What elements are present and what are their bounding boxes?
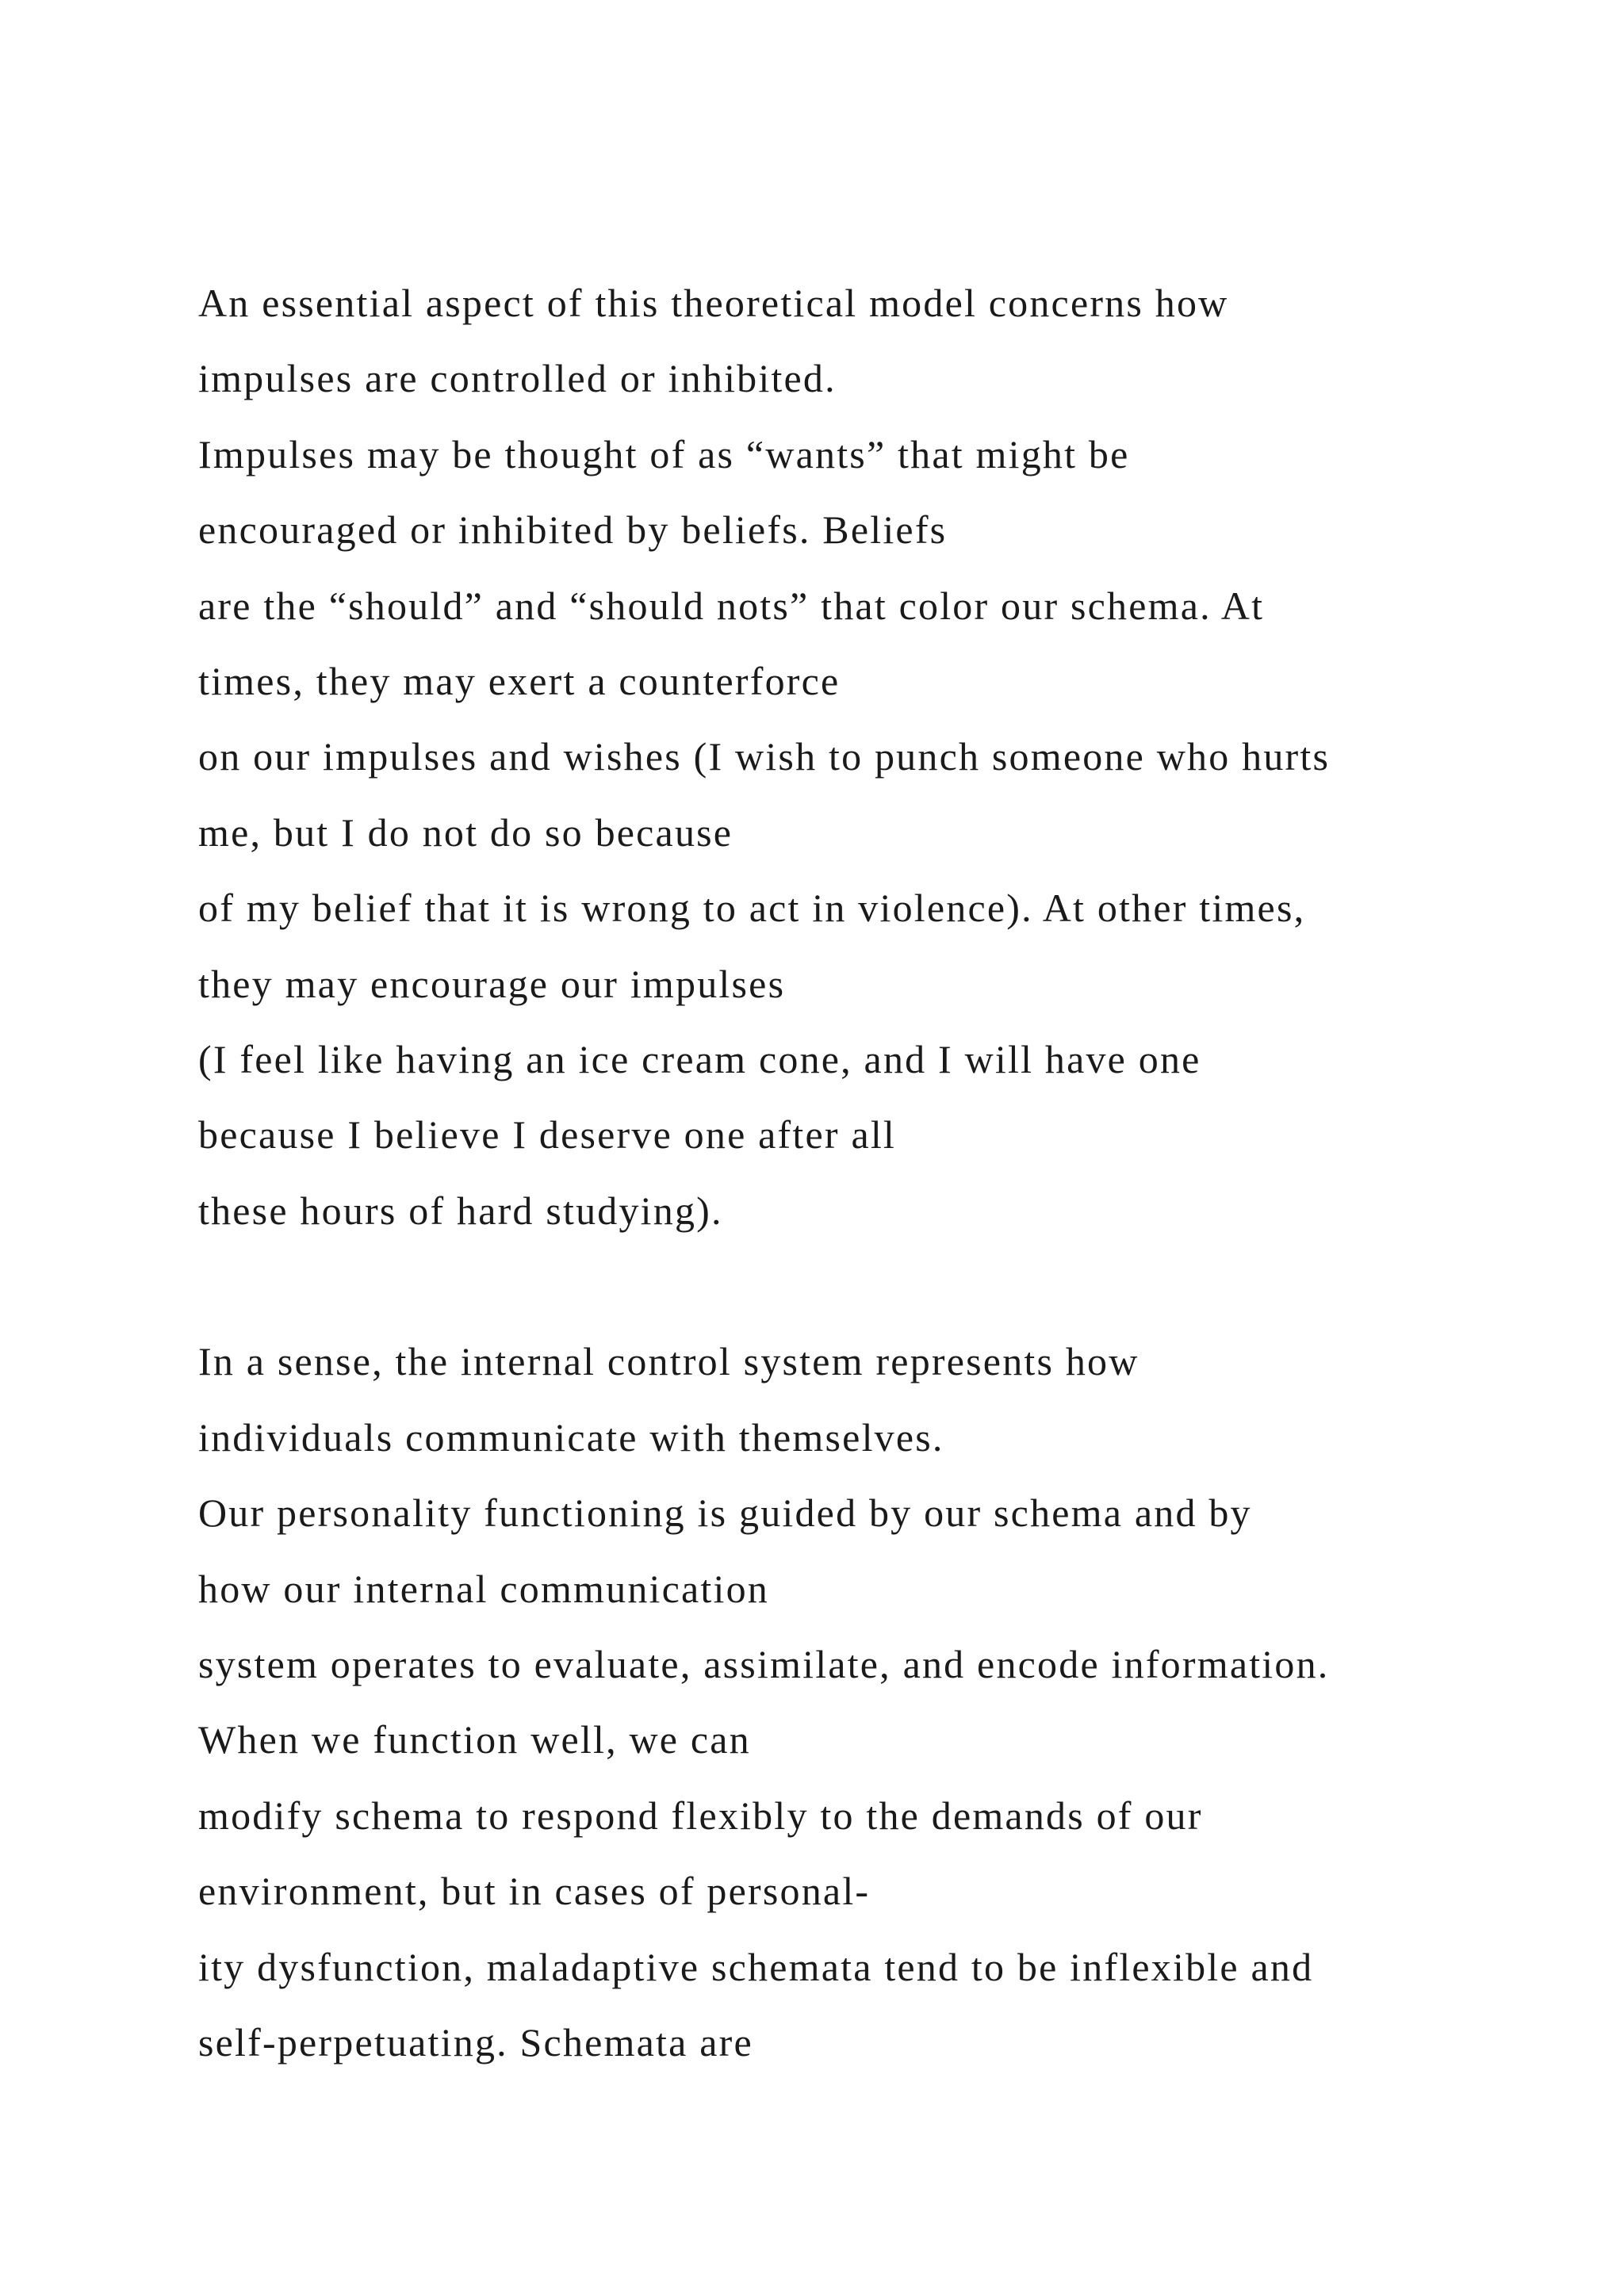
paragraph-spacer xyxy=(198,1249,1546,1324)
text-line: modify schema to respond flexibly to the demands of our xyxy=(198,1793,1203,1838)
text-line: self-perpetuating. Schemata are xyxy=(198,2019,753,2064)
text-line: they may encourage our impulses xyxy=(198,961,786,1006)
text-line: these hours of hard studying). xyxy=(198,1188,723,1233)
text-line: Our personality functioning is guided by our schema and by xyxy=(198,1490,1252,1536)
body-text xyxy=(198,266,1546,2080)
paragraph-2 xyxy=(198,1324,1546,2080)
text-line: ity dysfunction, maladaptive schemata tend to be inflexible and xyxy=(198,1944,1314,1989)
text-line: system operates to evaluate, assimilate, and encode information. xyxy=(198,1642,1330,1687)
text-line: An essential aspect of this theoretical model concerns how xyxy=(198,281,1229,325)
text-line: how our internal communication xyxy=(198,1566,770,1611)
text-line: individuals communicate with themselves. xyxy=(198,1414,944,1460)
text-line: impulses are controlled or inhibited. xyxy=(198,356,837,401)
text-line: me, but I do not do so because xyxy=(198,809,733,855)
text-line: environment, but in cases of personal- xyxy=(198,1869,871,1914)
text-line: Impulses may be thought of as “wants” that might be xyxy=(198,431,1130,476)
text-line: times, they may exert a counterforce xyxy=(198,658,841,703)
text-line: because I believe I deserve one after all xyxy=(198,1112,897,1158)
text-line: When we function well, we can xyxy=(198,1717,751,1762)
text-line: are the “should” and “should nots” that color our schema. At xyxy=(198,583,1265,628)
paragraph-1 xyxy=(198,266,1546,1249)
text-line: of my belief that it is wrong to act in violence). At other times, xyxy=(198,886,1306,931)
text-line: In a sense, the internal control system represents how xyxy=(198,1339,1139,1384)
text-line: (I feel like having an ice cream cone, and I will have one xyxy=(198,1036,1201,1081)
text-line: on our impulses and wishes (I wish to punch someone who hurts xyxy=(198,734,1331,779)
text-line: encouraged or inhibited by beliefs. Beliefs xyxy=(198,507,948,553)
